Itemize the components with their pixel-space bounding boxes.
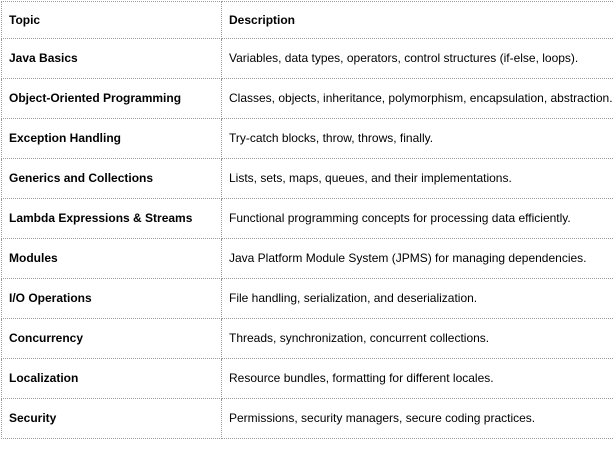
- table-row: [2, 319, 613, 359]
- description-cell: Lists, sets, maps, queues, and their implementations.: [222, 159, 613, 199]
- description-cell: Functional programming concepts for processing data efficiently.: [222, 199, 613, 239]
- table-row: [2, 199, 613, 239]
- topic-cell: Java Basics: [2, 39, 222, 79]
- topics-table-container: [0, 1, 613, 439]
- table-row: [2, 399, 613, 439]
- topics-table: [1, 1, 613, 439]
- description-cell: File handling, serialization, and deserialization.: [222, 279, 613, 319]
- description-cell: Resource bundles, formatting for different locales.: [222, 359, 613, 399]
- table-row: [2, 359, 613, 399]
- description-cell: Classes, objects, inheritance, polymorphism, encapsulation, abstraction.: [222, 79, 613, 119]
- topic-cell: Localization: [2, 359, 222, 399]
- topic-cell: Modules: [2, 239, 222, 279]
- table-row: [2, 79, 613, 119]
- topic-cell: Lambda Expressions & Streams: [2, 199, 222, 239]
- table-row: [2, 39, 613, 79]
- topic-cell: Object-Oriented Programming: [2, 79, 222, 119]
- column-header-description: Description: [222, 2, 613, 39]
- column-header-topic: Topic: [2, 2, 222, 39]
- table-row: [2, 159, 613, 199]
- table-row: [2, 239, 613, 279]
- description-cell: Try-catch blocks, throw, throws, finally.: [222, 119, 613, 159]
- description-cell: Java Platform Module System (JPMS) for managing dependencies.: [222, 239, 613, 279]
- table-header-row: [2, 2, 613, 39]
- topics-table-body: [2, 2, 613, 439]
- table-row: [2, 279, 613, 319]
- topic-cell: Generics and Collections: [2, 159, 222, 199]
- table-row: [2, 119, 613, 159]
- description-cell: Variables, data types, operators, control structures (if-else, loops).: [222, 39, 613, 79]
- topic-cell: Concurrency: [2, 319, 222, 359]
- topic-cell: I/O Operations: [2, 279, 222, 319]
- topic-cell: Security: [2, 399, 222, 439]
- topic-cell: Exception Handling: [2, 119, 222, 159]
- description-cell: Permissions, security managers, secure coding practices.: [222, 399, 613, 439]
- description-cell: Threads, synchronization, concurrent collections.: [222, 319, 613, 359]
